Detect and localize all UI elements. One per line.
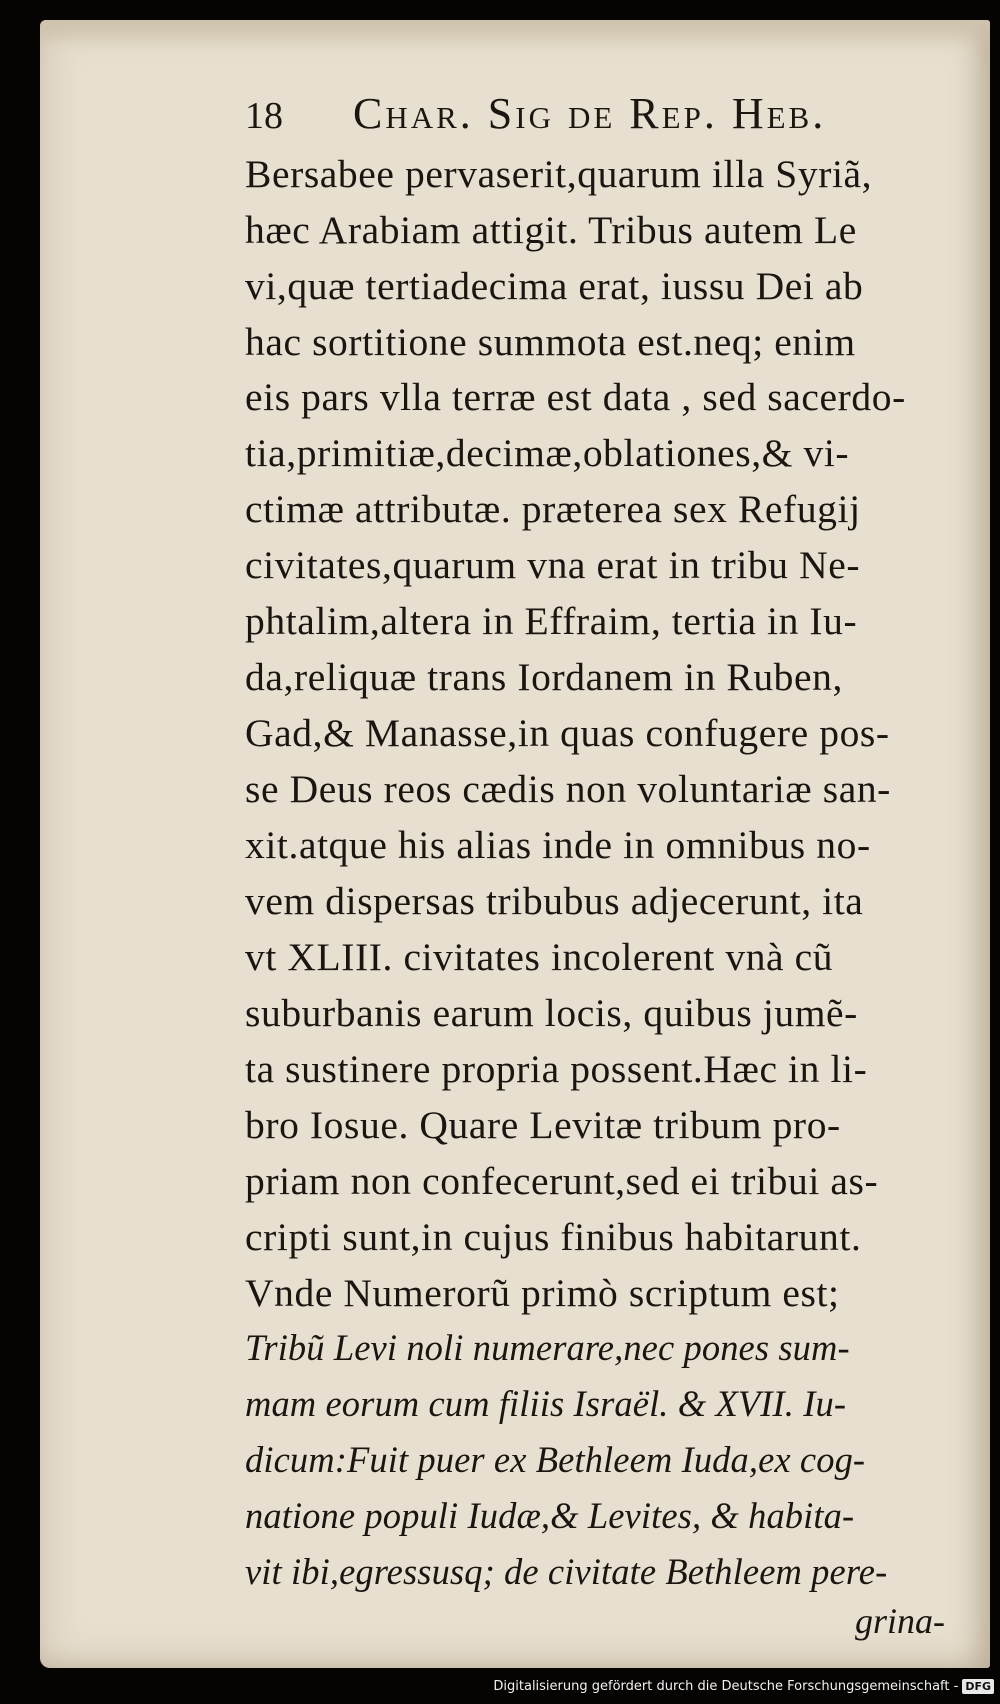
text-line: xit.atque his alias inde in omnibus no- bbox=[245, 823, 871, 867]
text-line: Bersabee pervaserit,quarum illa Syriã, bbox=[245, 152, 873, 196]
credit-text: Digitalisierung gefördert durch die Deutsche Forschungsgemeinschaft - bbox=[493, 1679, 959, 1694]
dfg-logo: DFG bbox=[962, 1679, 994, 1694]
text-line: da,reliquæ trans Iordanem in Ruben, bbox=[245, 655, 843, 699]
text-line: hac sortitione summota est.neq; enim bbox=[245, 320, 856, 364]
running-header bbox=[245, 88, 965, 148]
italic-line: Tribũ Levi noli numerare,nec pones sum- bbox=[245, 1327, 850, 1368]
text-line: eis pars vlla terræ est data , sed sacerdo- bbox=[245, 375, 906, 419]
text-line: civitates,quarum vna erat in tribu Ne- bbox=[245, 543, 861, 587]
text-line: vi,quæ tertiadecima erat, iussu Dei ab bbox=[245, 264, 864, 308]
italic-line: mam eorum cum filiis Israël. & XVII. Iu- bbox=[245, 1383, 847, 1424]
italic-line: dicum:Fuit puer ex Bethleem Iuda,ex cog- bbox=[245, 1439, 866, 1480]
text-line: Vnde Numerorũ primò scriptum est; bbox=[245, 1271, 840, 1315]
page-number: 18 bbox=[245, 95, 283, 137]
text-line: Gad,& Manasse,in quas confugere pos- bbox=[245, 711, 890, 755]
running-head-title: Char. Sig de Rep. Heb. bbox=[353, 89, 827, 138]
page-edge-shadow bbox=[40, 20, 990, 50]
text-line: se Deus reos cædis non voluntariæ san- bbox=[245, 767, 891, 811]
text-line: ctimæ attributæ. præterea sex Refugij bbox=[245, 487, 861, 531]
catchword: grina- bbox=[855, 1601, 945, 1641]
text-line: vt XLIII. civitates incolerent vnà cũ bbox=[245, 935, 834, 979]
italic-line: vit ibi,egressusq; de civitate Bethleem pere- bbox=[245, 1551, 888, 1592]
text-line: phtalim,altera in Effraim, tertia in Iu- bbox=[245, 599, 858, 643]
text-line: suburbanis earum locis, quibus jumẽ- bbox=[245, 991, 858, 1035]
text-line: hæc Arabiam attigit. Tribus autem Le bbox=[245, 208, 857, 252]
digitization-credit bbox=[493, 1679, 994, 1694]
text-line: ta sustinere propria possent.Hæc in li- bbox=[245, 1047, 868, 1091]
text-line: vem dispersas tribubus adjecerunt, ita bbox=[245, 879, 864, 923]
text-line: cripti sunt,in cujus finibus habitarunt. bbox=[245, 1215, 862, 1259]
text-line: bro Iosue. Quare Levitæ tribum pro- bbox=[245, 1103, 841, 1147]
text-line: priam non confecerunt,sed ei tribui as- bbox=[245, 1159, 879, 1203]
italic-line: natione populi Iudæ,& Levites, & habita- bbox=[245, 1495, 855, 1536]
text-line: tia,primitiæ,decimæ,oblationes,& vi- bbox=[245, 431, 850, 475]
